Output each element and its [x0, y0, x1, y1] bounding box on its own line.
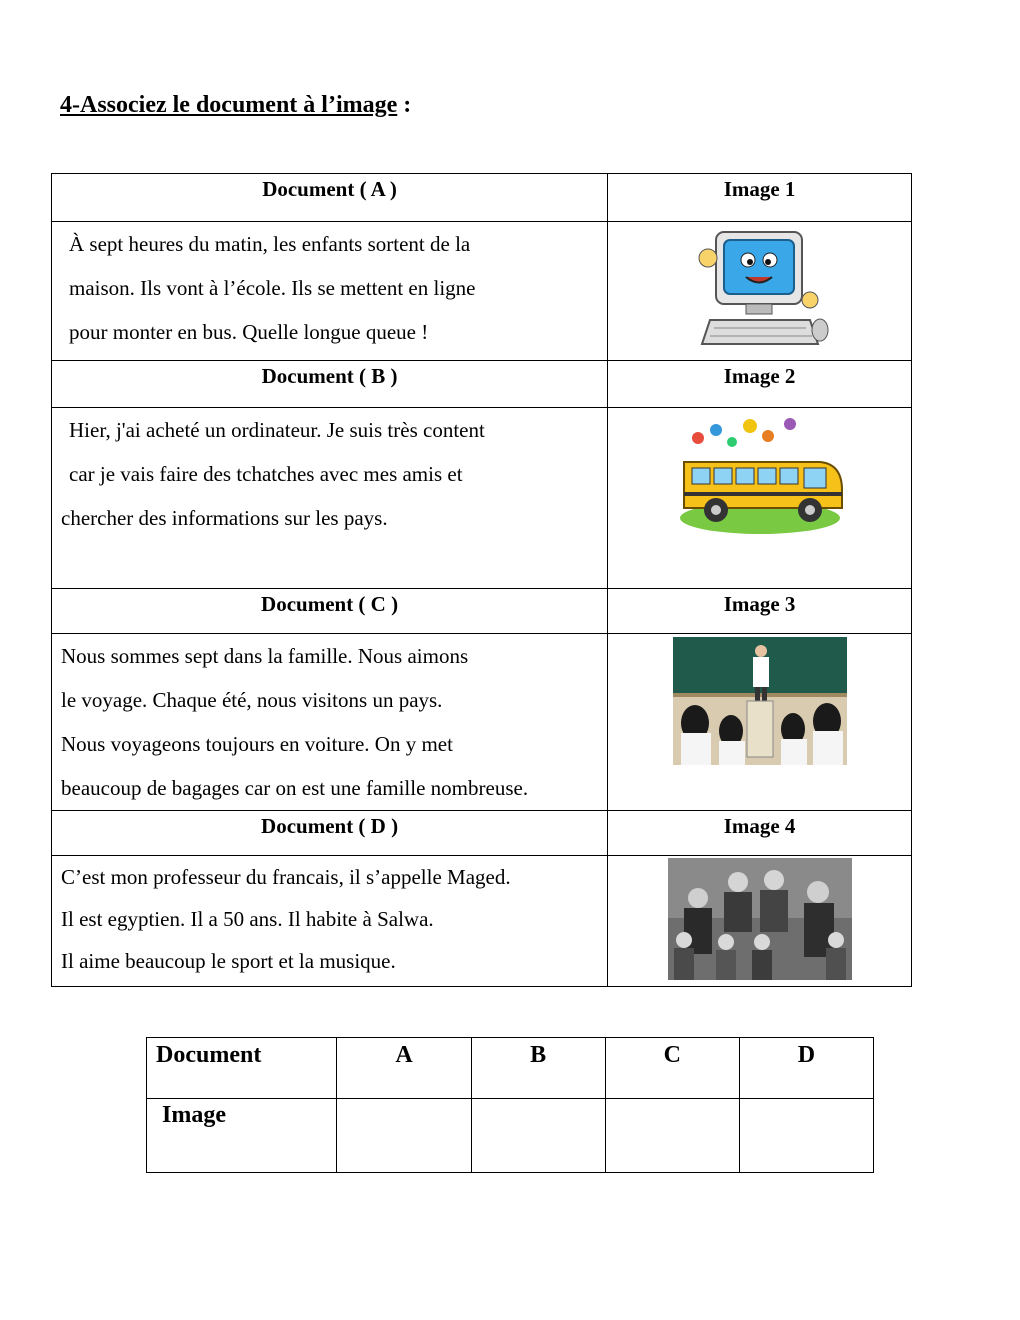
- doc-d-line: Il aime beaucoup le sport et la musique.: [61, 949, 396, 973]
- answer-cell-a[interactable]: [337, 1099, 471, 1173]
- image-header-2: Image 2: [608, 361, 912, 408]
- image-header-1: Image 1: [608, 174, 912, 222]
- image-header-4: Image 4: [608, 811, 912, 856]
- doc-c-line: beaucoup de bagages car on est une famille nombreuse.: [61, 776, 529, 800]
- image-cell-4: [608, 856, 912, 987]
- matching-table: [51, 173, 912, 987]
- image-header-3: Image 3: [608, 589, 912, 634]
- doc-a-line: À sept heures du matin, les enfants sortent de la: [69, 232, 471, 256]
- doc-c-line: Nous voyageons toujours en voiture. On y met: [61, 732, 453, 756]
- doc-header-c: Document ( C ): [52, 589, 608, 634]
- computer-cartoon-icon: [690, 222, 830, 356]
- doc-text-a: [52, 222, 608, 361]
- doc-header-a: Document ( A ): [52, 174, 608, 222]
- answer-col-d: D: [739, 1038, 873, 1099]
- family-photo-icon: [668, 858, 852, 980]
- answer-row-label-document: Document: [147, 1038, 337, 1099]
- doc-b-line: Hier, j'ai acheté un ordinateur. Je suis très content: [69, 418, 485, 442]
- doc-a-line: pour monter en bus. Quelle longue queue !: [69, 320, 429, 344]
- answer-col-c: C: [605, 1038, 739, 1099]
- image-cell-2: [608, 408, 912, 589]
- exercise-title-colon: :: [397, 92, 412, 118]
- answer-col-b: B: [471, 1038, 605, 1099]
- answer-table: [146, 1037, 874, 1173]
- answer-cell-b[interactable]: [471, 1099, 605, 1173]
- answer-col-a: A: [337, 1038, 471, 1099]
- answer-cell-c[interactable]: [605, 1099, 739, 1173]
- exercise-title-text: 4-Associez le document à l’image: [60, 92, 398, 118]
- classroom-teacher-icon: [673, 637, 847, 765]
- answer-cell-d[interactable]: [739, 1099, 873, 1173]
- doc-text-d: [52, 856, 608, 987]
- doc-header-d: Document ( D ): [52, 811, 608, 856]
- doc-b-line: car je vais faire des tchatches avec mes amis et: [69, 462, 463, 486]
- doc-d-line: Il est egyptien. Il a 50 ans. Il habite à Salwa.: [61, 907, 434, 931]
- answer-row-label-image: Image: [147, 1099, 337, 1173]
- school-bus-icon: [670, 412, 850, 542]
- doc-text-c: [52, 634, 608, 811]
- doc-d-line: C’est mon professeur du francais, il s’appelle Maged.: [61, 865, 511, 889]
- doc-c-line: Nous sommes sept dans la famille. Nous aimons: [61, 644, 469, 668]
- doc-c-line: le voyage. Chaque été, nous visitons un pays.: [61, 688, 443, 712]
- doc-a-line: maison. Ils vont à l’école. Ils se mettent en ligne: [69, 276, 476, 300]
- doc-b-line: chercher des informations sur les pays.: [61, 506, 388, 530]
- doc-header-b: Document ( B ): [52, 361, 608, 408]
- image-cell-3: [608, 634, 912, 811]
- image-cell-1: [608, 222, 912, 361]
- doc-text-b: [52, 408, 608, 589]
- exercise-title: [60, 92, 411, 119]
